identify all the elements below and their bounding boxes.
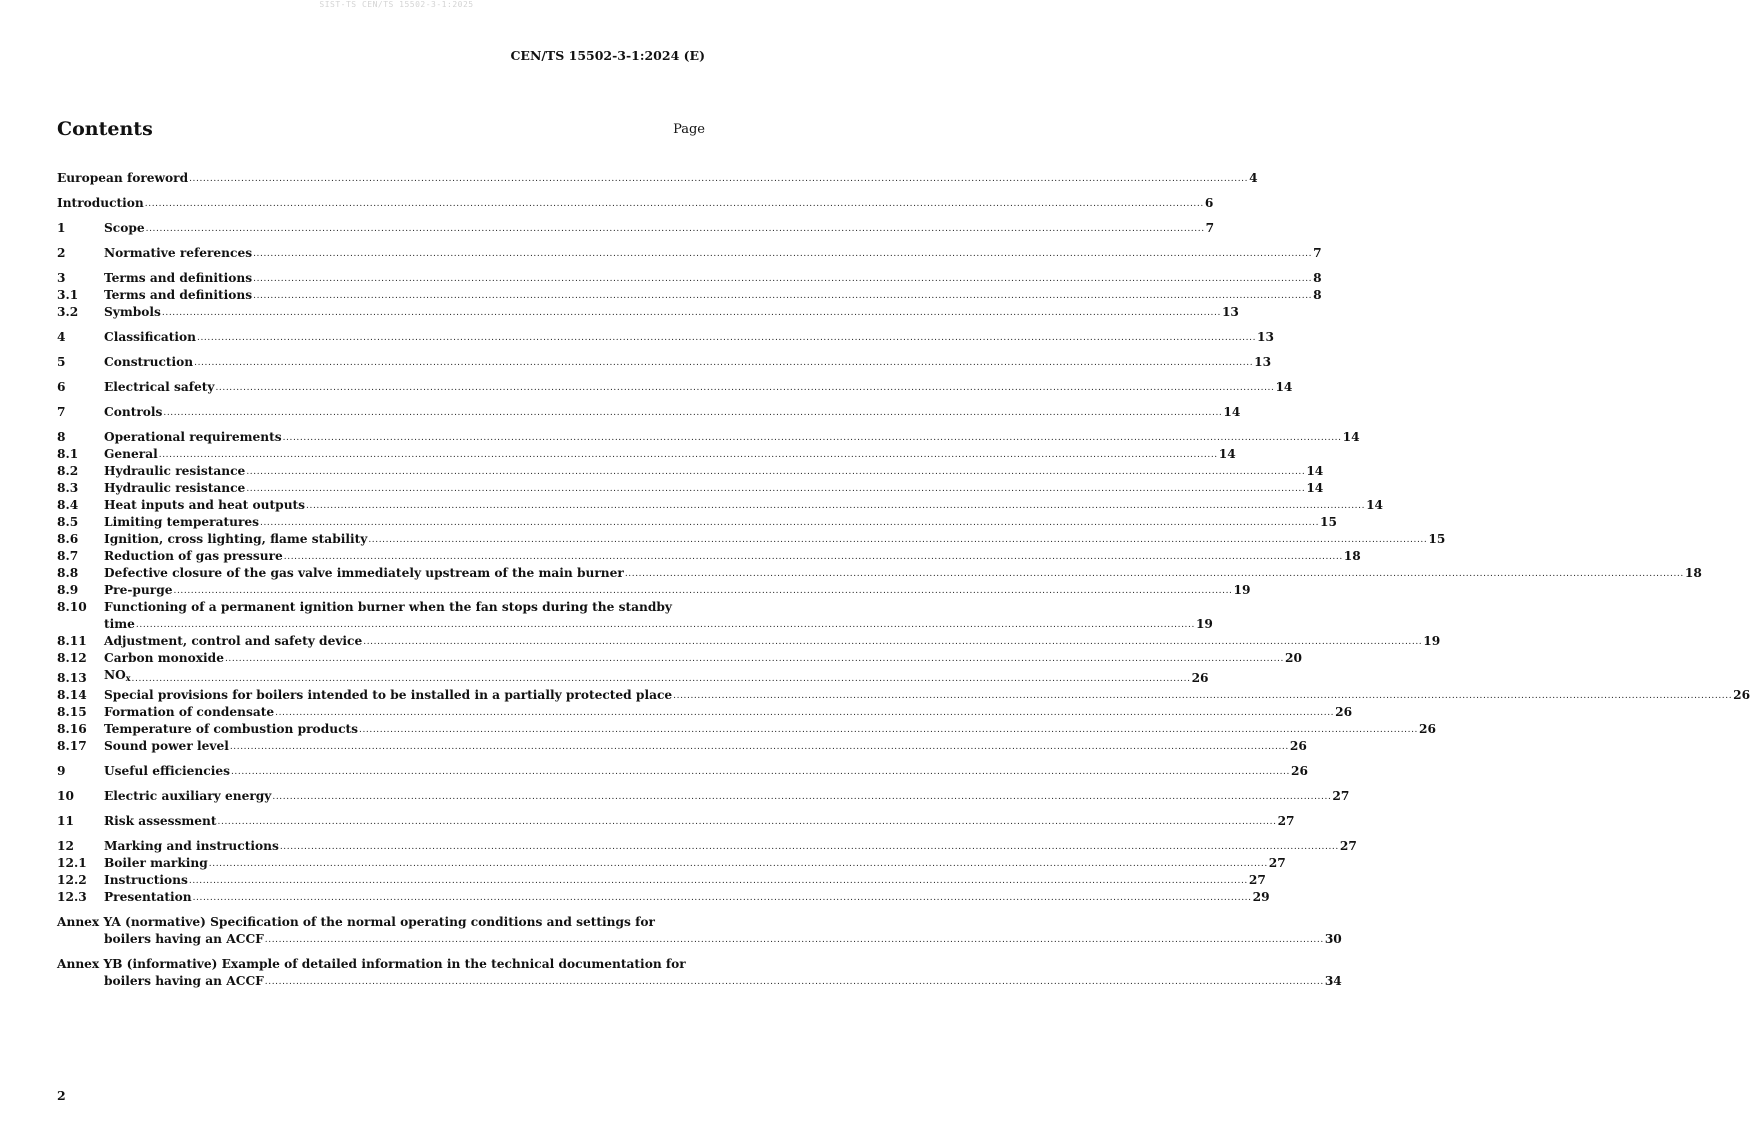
toc-entry-title: Risk assessment bbox=[104, 814, 217, 828]
toc-entry-title: Heat inputs and heat outputs bbox=[104, 498, 306, 512]
toc-leader: .................................................................................................................................................................................................................................................................................................................. bbox=[161, 308, 1221, 318]
toc-entry-title: Reduction of gas pressure bbox=[104, 549, 283, 563]
toc-entry[interactable] bbox=[57, 404, 1241, 421]
toc-entry-title: Scope bbox=[104, 221, 145, 235]
toc-entry-introduction[interactable] bbox=[57, 195, 1214, 212]
toc-entry[interactable] bbox=[57, 429, 1360, 446]
toc-entry-title-line2: time bbox=[104, 617, 135, 631]
toc-entry-page: 18 bbox=[1343, 549, 1361, 563]
toc-leader: .................................................................................................................................................................................................................................................................................................................. bbox=[253, 249, 1313, 259]
toc-entry-number: 3.2 bbox=[57, 305, 79, 319]
toc-entry-title-line1: Functioning of a permanent ignition burner when the fan stops during the standby bbox=[104, 600, 673, 614]
toc-entry-title: Introduction bbox=[57, 196, 144, 210]
toc-leader: .................................................................................................................................................................................................................................................................................................................. bbox=[272, 792, 1332, 802]
toc-entry-title: General bbox=[104, 447, 158, 461]
toc-entry-number: 3.1 bbox=[57, 288, 79, 302]
toc-leader: .................................................................................................................................................................................................................................................................................................................. bbox=[224, 654, 1284, 664]
toc-entry-page: 18 bbox=[1684, 566, 1702, 580]
toc-entry-title: Construction bbox=[104, 355, 194, 369]
toc-leader: .................................................................................................................................................................................................................................................................................................................. bbox=[275, 708, 1335, 718]
toc-entry[interactable] bbox=[57, 813, 1295, 830]
toc-entry-title: Hydraulic resistance bbox=[104, 481, 246, 495]
toc-entry-page: 15 bbox=[1320, 515, 1337, 529]
toc-leader: .................................................................................................................................................................................................................................................................................................................. bbox=[624, 569, 1684, 579]
toc-entry[interactable] bbox=[57, 582, 1251, 599]
toc-leader: .................................................................................................................................................................................................................................................................................................................. bbox=[229, 742, 1289, 752]
toc-leader: .................................................................................................................................................................................................................................................................................................................. bbox=[253, 274, 1313, 284]
toc-leader: .................................................................................................................................................................................................................................................................................................................. bbox=[368, 535, 1428, 545]
toc-entry-page: 34 bbox=[1324, 974, 1342, 988]
toc-entry-number: 3 bbox=[57, 271, 66, 285]
toc-entry[interactable] bbox=[57, 872, 1266, 889]
toc-entry-page: 14 bbox=[1366, 498, 1384, 512]
toc-entry-number: 8.17 bbox=[57, 739, 87, 753]
toc-leader: .................................................................................................................................................................................................................................................................................................................. bbox=[217, 817, 1277, 827]
toc-entry[interactable] bbox=[57, 763, 1308, 780]
toc-leader: .................................................................................................................................................................................................................................................................................................................. bbox=[306, 501, 1366, 511]
toc-entry-page: 8 bbox=[1313, 271, 1322, 285]
toc-entry-number: 8.16 bbox=[57, 722, 87, 736]
toc-entry-page: 26 bbox=[1191, 671, 1209, 685]
toc-entry[interactable] bbox=[57, 270, 1322, 287]
toc-leader: .................................................................................................................................................................................................................................................................................................................. bbox=[246, 484, 1306, 494]
toc-entry-title: Boiler marking bbox=[104, 856, 208, 870]
toc-entry[interactable] bbox=[57, 687, 1750, 704]
toc-annex-yb[interactable] bbox=[57, 956, 1342, 990]
toc-entry-title: Terms and definitions bbox=[104, 288, 253, 302]
toc-entry-title: Hydraulic resistance bbox=[104, 464, 246, 478]
toc-entry-title-line2: boilers having an ACCF bbox=[104, 974, 264, 988]
toc-entry-number: 2 bbox=[57, 246, 66, 260]
toc-entry-title: Presentation bbox=[104, 890, 192, 904]
toc-entry-number: 12.3 bbox=[57, 890, 87, 904]
toc-entry-number: 10 bbox=[57, 789, 74, 803]
toc-entry[interactable] bbox=[57, 463, 1324, 480]
toc-leader: .................................................................................................................................................................................................................................................................................................................. bbox=[673, 691, 1733, 701]
toc-entry[interactable] bbox=[57, 855, 1286, 872]
toc-entry-page: 26 bbox=[1733, 688, 1750, 702]
toc-entry-page: 19 bbox=[1233, 583, 1251, 597]
toc-entry-number: 8.14 bbox=[57, 688, 87, 702]
toc-entry-number: 8.15 bbox=[57, 705, 87, 719]
toc-entry-page: 26 bbox=[1419, 722, 1436, 736]
toc-leader: .................................................................................................................................................................................................................................................................................................................. bbox=[208, 859, 1268, 869]
toc-leader: .................................................................................................................................................................................................................................................................................................................. bbox=[197, 333, 1257, 343]
toc-entry[interactable] bbox=[57, 245, 1322, 262]
toc-leader: .................................................................................................................................................................................................................................................................................................................. bbox=[144, 199, 1204, 209]
toc-entry[interactable] bbox=[57, 721, 1436, 738]
page-column-label: Page bbox=[673, 122, 705, 137]
toc-entry-title: Limiting temperatures bbox=[104, 515, 260, 529]
toc-entry-number: 8.8 bbox=[57, 566, 79, 580]
toc-entry-title: Electrical safety bbox=[104, 380, 215, 394]
toc-entry-number: 8.9 bbox=[57, 583, 79, 597]
toc-entry-title: Electric auxiliary energy bbox=[104, 789, 272, 803]
toc-entry-page: 29 bbox=[1252, 890, 1270, 904]
toc-entry[interactable] bbox=[57, 565, 1702, 582]
toc-entry-title-line1: Annex YA (normative) Specification of the normal operating conditions and settings for bbox=[57, 915, 655, 929]
toc-entry-page: 14 bbox=[1275, 380, 1293, 394]
toc-entry[interactable] bbox=[57, 304, 1239, 321]
toc-entry-title: Classification bbox=[104, 330, 197, 344]
toc-entry[interactable] bbox=[57, 889, 1270, 906]
toc-entry-title: Adjustment, control and safety device bbox=[104, 634, 363, 648]
toc-entry-title: European foreword bbox=[57, 171, 189, 185]
toc-leader: .................................................................................................................................................................................................................................................................................................................. bbox=[173, 586, 1233, 596]
toc-entry-multiline[interactable] bbox=[57, 599, 1213, 633]
toc-entry-number: 8.13 bbox=[57, 671, 87, 685]
toc-entry[interactable] bbox=[57, 633, 1441, 650]
toc-entry[interactable] bbox=[57, 704, 1353, 721]
toc-leader: .................................................................................................................................................................................................................................................................................................................. bbox=[283, 552, 1343, 562]
toc-entry[interactable] bbox=[57, 738, 1307, 755]
toc-entry-title: Normative references bbox=[104, 246, 253, 260]
watermark: SIST-TS CEN/TS 15502-3-1:2025 bbox=[319, 0, 474, 9]
toc-entry-title: Carbon monoxide bbox=[104, 651, 224, 665]
toc-entry-page: 15 bbox=[1428, 532, 1446, 546]
toc-entry-page: 13 bbox=[1221, 305, 1239, 319]
toc-entry[interactable] bbox=[57, 379, 1293, 396]
toc-leader: .................................................................................................................................................................................................................................................................................................................. bbox=[246, 467, 1306, 477]
toc-leader: .................................................................................................................................................................................................................................................................................................................. bbox=[363, 637, 1423, 647]
toc-leader: .................................................................................................................................................................................................................................................................................................................. bbox=[264, 977, 1324, 987]
toc-leader: .................................................................................................................................................................................................................................................................................................................. bbox=[230, 767, 1290, 777]
toc-entry-page: 14 bbox=[1218, 447, 1236, 461]
toc-leader: .................................................................................................................................................................................................................................................................................................................. bbox=[145, 224, 1205, 234]
toc-leader: .................................................................................................................................................................................................................................................................................................................. bbox=[189, 174, 1249, 184]
toc-entry-page: 27 bbox=[1277, 814, 1295, 828]
toc-entry-title: Temperature of combustion products bbox=[104, 722, 358, 736]
toc-entry-number: 8.7 bbox=[57, 549, 79, 563]
toc-leader: .................................................................................................................................................................................................................................................................................................................. bbox=[131, 674, 1191, 684]
toc-entry-page: 7 bbox=[1313, 246, 1322, 260]
toc-entry-number: 8.12 bbox=[57, 651, 87, 665]
toc-entry-page: 4 bbox=[1249, 171, 1258, 185]
toc-entry-number: 8.5 bbox=[57, 515, 79, 529]
toc-leader: .................................................................................................................................................................................................................................................................................................................. bbox=[163, 408, 1223, 418]
toc-entry-number: 8.3 bbox=[57, 481, 79, 495]
toc-entry-number: 8.4 bbox=[57, 498, 79, 512]
toc-leader: .................................................................................................................................................................................................................................................................................................................. bbox=[158, 450, 1218, 460]
toc-entry-number: 8 bbox=[57, 430, 66, 444]
toc-entry-number: 6 bbox=[57, 380, 66, 394]
toc-leader: .................................................................................................................................................................................................................................................................................................................. bbox=[192, 893, 1252, 903]
toc-entry-page: 27 bbox=[1332, 789, 1350, 803]
toc-entry-page: 26 bbox=[1290, 764, 1308, 778]
toc-entry-title: Instructions bbox=[104, 873, 188, 887]
toc-entry-page: 27 bbox=[1248, 873, 1266, 887]
page-number: 2 bbox=[57, 1088, 66, 1103]
toc-entry-title: Useful efficiencies bbox=[104, 764, 230, 778]
toc-entry-title-line2: boilers having an ACCF bbox=[104, 932, 264, 946]
toc-entry-page: 7 bbox=[1205, 221, 1215, 235]
toc-entry-foreword[interactable] bbox=[57, 170, 1258, 187]
toc-entry-title-text: NO bbox=[104, 668, 126, 682]
toc-entry-title: Defective closure of the gas valve immediately upstream of the main burner bbox=[104, 566, 624, 580]
toc-leader: .................................................................................................................................................................................................................................................................................................................. bbox=[282, 433, 1342, 443]
toc-entry-number: 12.2 bbox=[57, 873, 87, 887]
toc-entry-number: 11 bbox=[57, 814, 74, 828]
toc-entry[interactable] bbox=[57, 667, 1209, 687]
toc-entry[interactable] bbox=[57, 220, 1215, 237]
toc-entry-page: 19 bbox=[1195, 617, 1213, 631]
toc-entry-number: 8.1 bbox=[57, 447, 79, 461]
toc-leader: .................................................................................................................................................................................................................................................................................................................. bbox=[260, 518, 1320, 528]
toc-entry-page: 14 bbox=[1223, 405, 1241, 419]
toc-entry[interactable] bbox=[57, 329, 1274, 346]
toc-entry-title: Pre-purge bbox=[104, 583, 173, 597]
toc-entry-title-line1: Annex YB (informative) Example of detailed information in the technical documentation for bbox=[57, 957, 686, 971]
toc-entry[interactable] bbox=[57, 531, 1446, 548]
toc-entry-number: 12 bbox=[57, 839, 74, 853]
toc-leader: .................................................................................................................................................................................................................................................................................................................. bbox=[253, 291, 1313, 301]
toc-entry-title bbox=[104, 667, 131, 687]
toc-entry-page: 27 bbox=[1339, 839, 1357, 853]
toc-entry-title: Formation of condensate bbox=[104, 705, 275, 719]
toc-entry-number: 8.6 bbox=[57, 532, 79, 546]
toc-leader: .................................................................................................................................................................................................................................................................................................................. bbox=[264, 935, 1324, 945]
toc-entry-page: 26 bbox=[1289, 739, 1307, 753]
toc-entry-page: 26 bbox=[1335, 705, 1353, 719]
toc-entry-page: 20 bbox=[1284, 651, 1302, 665]
toc-entry-page: 6 bbox=[1204, 196, 1214, 210]
toc-leader: .................................................................................................................................................................................................................................................................................................................. bbox=[215, 383, 1275, 393]
toc-entry[interactable] bbox=[57, 838, 1357, 855]
toc-leader: .................................................................................................................................................................................................................................................................................................................. bbox=[279, 842, 1339, 852]
toc-entry-title: Sound power level bbox=[104, 739, 229, 753]
toc-entry-number: 8.10 bbox=[57, 600, 87, 614]
toc-entry[interactable] bbox=[57, 788, 1350, 805]
toc-entry-page: 13 bbox=[1254, 355, 1272, 369]
table-of-contents bbox=[57, 170, 1750, 990]
toc-entry-title: Marking and instructions bbox=[104, 839, 279, 853]
document-id: CEN/TS 15502-3-1:2024 (E) bbox=[510, 48, 705, 63]
toc-entry[interactable] bbox=[57, 548, 1361, 565]
toc-entry[interactable] bbox=[57, 446, 1236, 463]
toc-entry-title: Terms and definitions bbox=[104, 271, 253, 285]
toc-entry-title: Controls bbox=[104, 405, 163, 419]
toc-entry-page: 14 bbox=[1306, 464, 1324, 478]
toc-entry[interactable] bbox=[57, 287, 1322, 304]
toc-entry-number: 7 bbox=[57, 405, 66, 419]
toc-entry[interactable] bbox=[57, 514, 1337, 531]
toc-entry[interactable] bbox=[57, 480, 1324, 497]
toc-entry-page: 30 bbox=[1324, 932, 1342, 946]
toc-entry-title: Ignition, cross lighting, flame stability bbox=[104, 532, 368, 546]
toc-entry[interactable] bbox=[57, 497, 1384, 514]
toc-entry-title: Symbols bbox=[104, 305, 161, 319]
toc-entry-number: 4 bbox=[57, 330, 66, 344]
toc-leader: .................................................................................................................................................................................................................................................................................................................. bbox=[188, 876, 1248, 886]
toc-entry-number: 8.2 bbox=[57, 464, 79, 478]
toc-entry-number: 1 bbox=[57, 221, 66, 235]
toc-entry[interactable] bbox=[57, 650, 1302, 667]
toc-entry-title: Special provisions for boilers intended to be installed in a partially protected place bbox=[104, 688, 673, 702]
toc-entry-page: 8 bbox=[1313, 288, 1322, 302]
toc-entry-page: 13 bbox=[1257, 330, 1274, 344]
toc-entry-page: 27 bbox=[1268, 856, 1286, 870]
toc-entry-number: 12.1 bbox=[57, 856, 87, 870]
toc-leader: .................................................................................................................................................................................................................................................................................................................. bbox=[194, 358, 1254, 368]
contents-title: Contents bbox=[57, 118, 153, 140]
subscript: x bbox=[125, 673, 131, 683]
toc-entry-title: Operational requirements bbox=[104, 430, 282, 444]
toc-entry-number: 8.11 bbox=[57, 634, 87, 648]
toc-entry[interactable] bbox=[57, 354, 1272, 371]
toc-entry-page: 14 bbox=[1306, 481, 1324, 495]
toc-leader: .................................................................................................................................................................................................................................................................................................................. bbox=[135, 620, 1195, 630]
toc-entry-page: 14 bbox=[1342, 430, 1360, 444]
toc-entry-page: 19 bbox=[1423, 634, 1441, 648]
toc-entry-number: 9 bbox=[57, 764, 66, 778]
toc-annex-ya[interactable] bbox=[57, 914, 1342, 948]
toc-entry-number: 5 bbox=[57, 355, 66, 369]
toc-leader: .................................................................................................................................................................................................................................................................................................................. bbox=[358, 725, 1418, 735]
